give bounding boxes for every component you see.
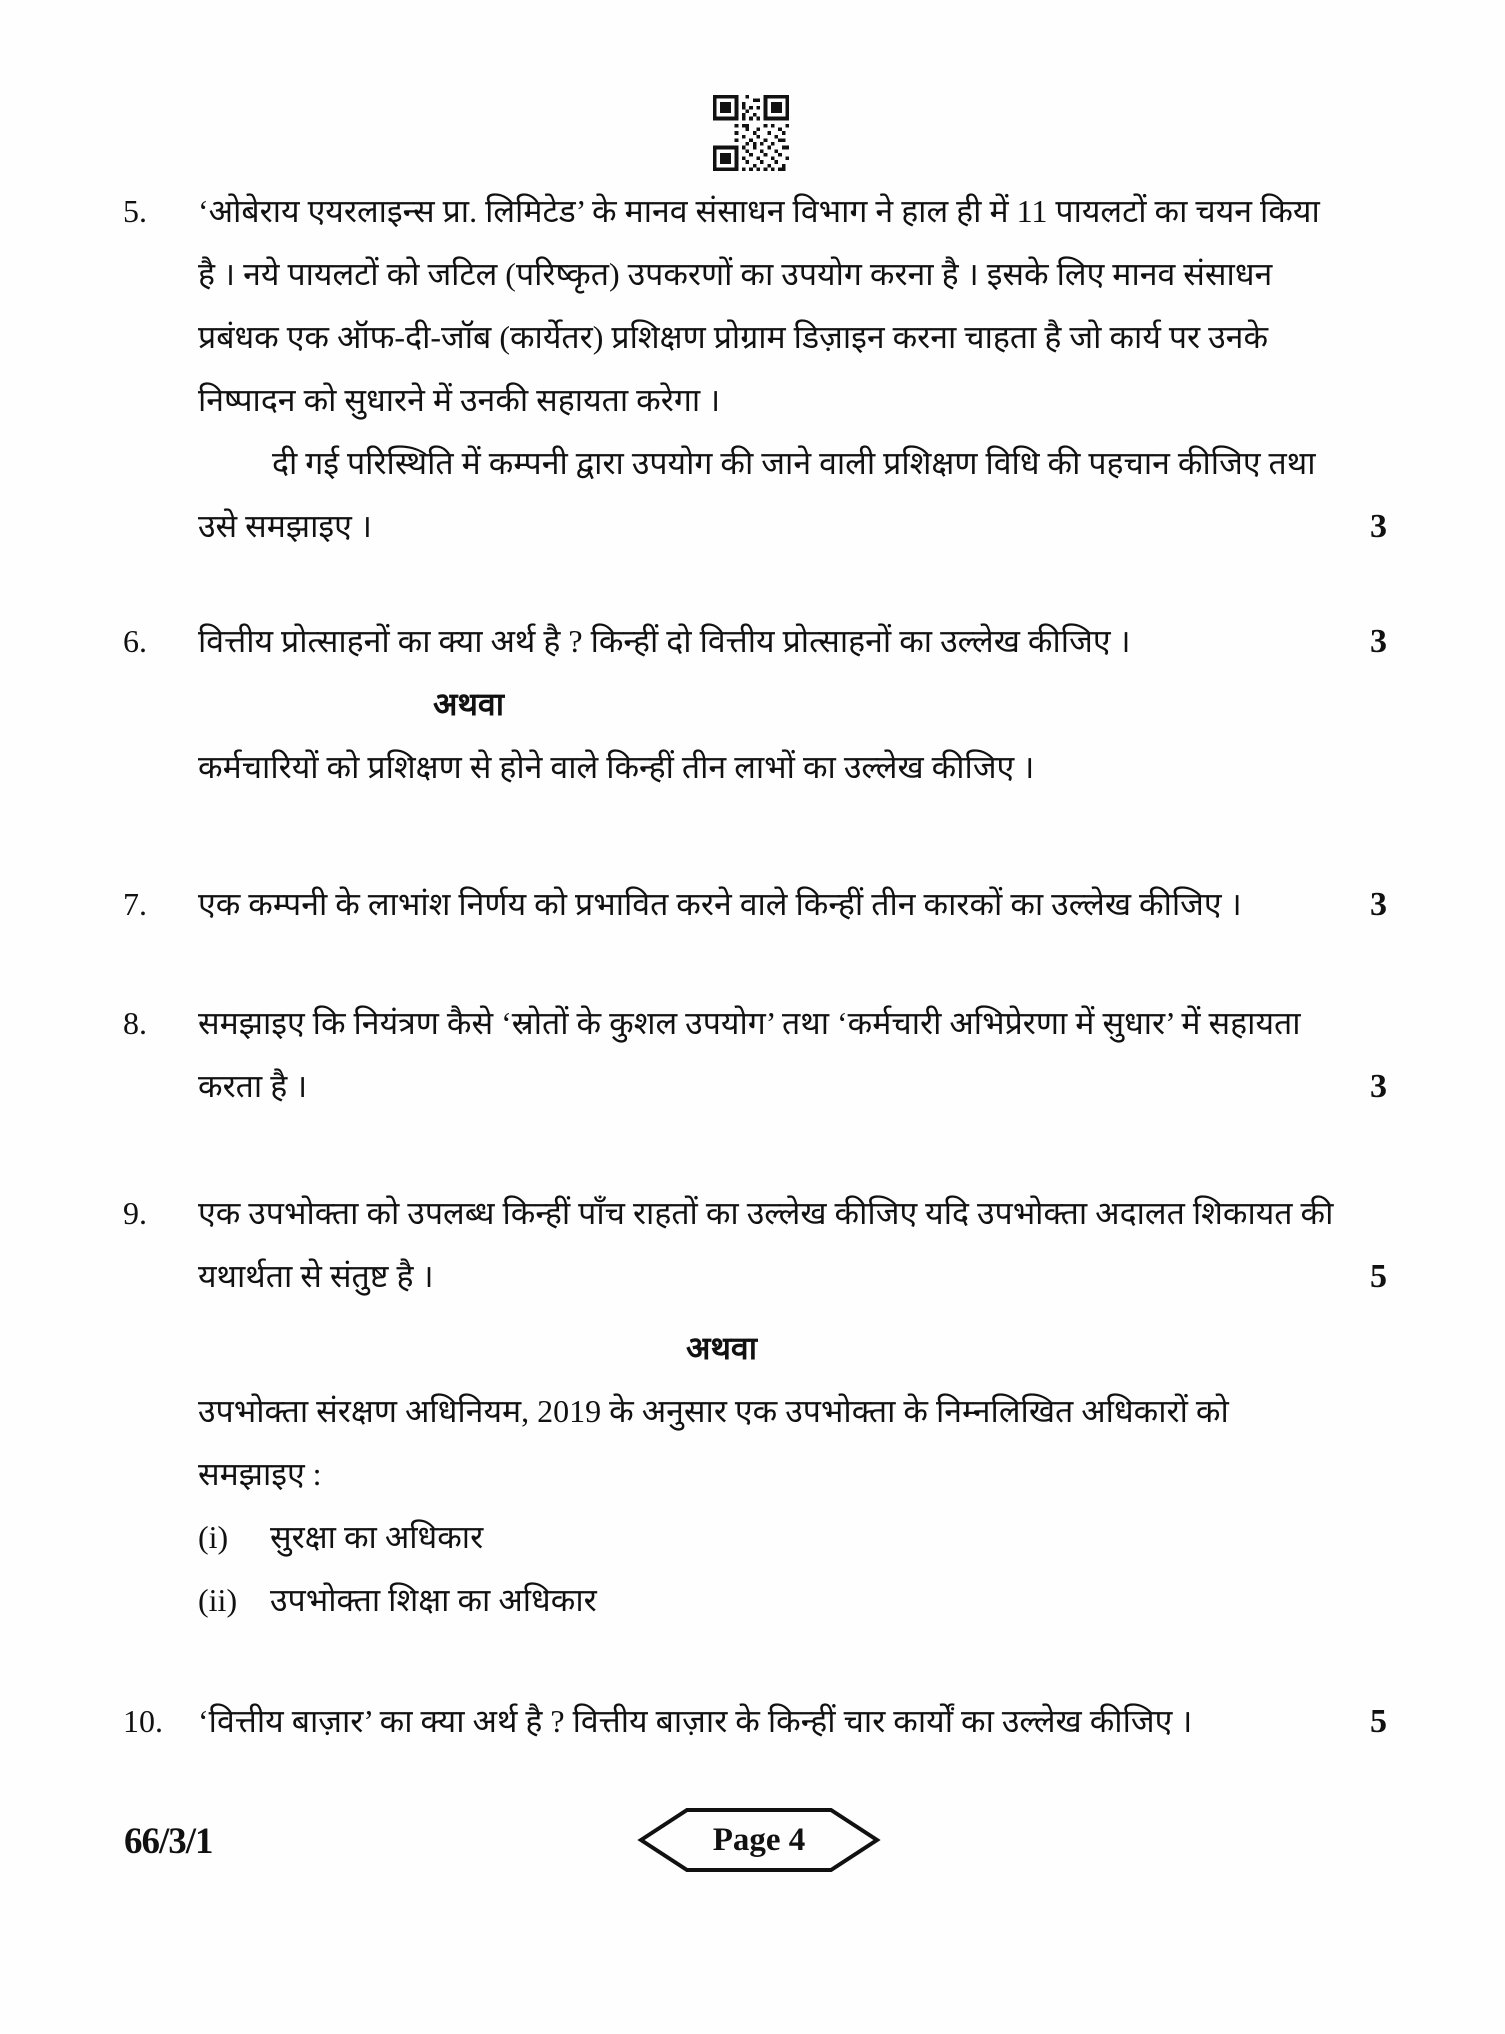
- question-text: है । नये पायलटों को जटिल (परिष्कृत) उपकरणों का उपयोग करना है । इसके लिए मानव संसाधन: [198, 256, 1273, 292]
- question-text: एक कम्पनी के लाभांश निर्णय को प्रभावित करने वाले किन्हीं तीन कारकों का उल्लेख कीजिए ।: [198, 886, 1242, 922]
- question-line: [123, 873, 1387, 936]
- question-text: उपभोक्ता संरक्षण अधिनियम, 2019 के अनुसार एक उपभोक्ता के निम्नलिखित अधिकारों को: [198, 1393, 1229, 1429]
- or-separator: अथवा: [433, 686, 504, 722]
- list-item: [123, 1569, 1387, 1632]
- question-number: 10.: [123, 1703, 163, 1739]
- question-line: [123, 610, 1387, 673]
- list-item-text: सुरक्षा का अधिकार: [270, 1519, 484, 1555]
- question-8: [123, 992, 1387, 1118]
- question-text: समझाइए कि नियंत्रण कैसे ‘स्रोतों के कुशल उपयोग’ तथा ‘कर्मचारी अभिप्रेरणा में सुधार’ में सहायता: [198, 1005, 1301, 1041]
- question-text: करता है ।: [198, 1068, 308, 1104]
- question-line: [123, 432, 1387, 495]
- qr-code: [713, 95, 789, 171]
- marks-value: 5: [1370, 1258, 1387, 1295]
- question-line: [123, 1055, 1387, 1118]
- marks-value: 3: [1370, 1068, 1387, 1105]
- question-line: [123, 736, 1387, 799]
- list-item-text: उपभोक्ता शिक्षा का अधिकार: [270, 1582, 597, 1618]
- question-line: [123, 495, 1387, 558]
- question-number: 5.: [123, 193, 147, 229]
- question-text: ‘ओबेराय एयरलाइन्स प्रा. लिमिटेड’ के मानव संसाधन विभाग ने हाल ही में 11 पायलटों का चयन किया: [198, 193, 1320, 229]
- question-text: उसे समझाइए ।: [198, 508, 372, 544]
- question-line: [123, 992, 1387, 1055]
- question-text: प्रबंधक एक ऑफ-दी-जॉब (कार्येतर) प्रशिक्षण प्रोग्राम डिज़ाइन करना चाहता है जो कार्य पर उनके: [198, 319, 1269, 355]
- list-item-label: (ii): [198, 1582, 238, 1618]
- question-text: ‘वित्तीय बाज़ार’ का क्या अर्थ है ? वित्तीय बाज़ार के किन्हीं चार कार्यों का उल्लेख कीजिए ।: [198, 1703, 1193, 1739]
- marks-value: 5: [1370, 1703, 1387, 1740]
- question-line: [123, 1443, 1387, 1506]
- question-6: [123, 610, 1387, 799]
- question-number: 7.: [123, 886, 147, 922]
- marks-value: 3: [1370, 623, 1387, 660]
- question-line: [123, 1380, 1387, 1443]
- question-text: दी गई परिस्थिति में कम्पनी द्वारा उपयोग की जाने वाली प्रशिक्षण विधि की पहचान कीजिए तथा: [272, 445, 1316, 481]
- page-badge-label: Page 4: [712, 1821, 806, 1858]
- question-7: [123, 873, 1387, 936]
- list-item-label: (i): [198, 1519, 229, 1555]
- question-number: 8.: [123, 1005, 147, 1041]
- question-line: [123, 369, 1387, 432]
- question-text: यथार्थता से संतुष्ट है ।: [198, 1258, 434, 1294]
- question-text: वित्तीय प्रोत्साहनों का क्या अर्थ है ? किन्हीं दो वित्तीय प्रोत्साहनों का उल्लेख कीजिए ।: [198, 623, 1131, 659]
- question-line: [123, 306, 1387, 369]
- question-line: [123, 180, 1387, 243]
- question-text: एक उपभोक्ता को उपलब्ध किन्हीं पाँच राहतों का उल्लेख कीजिए यदि उपभोक्ता अदालत शिकायत की: [198, 1195, 1334, 1231]
- question-text: निष्पादन को सुधारने में उनकी सहायता करेगा ।: [198, 382, 721, 418]
- page-badge-hexagon: [637, 1806, 881, 1874]
- or-separator: अथवा: [686, 1330, 757, 1366]
- question-line: [123, 1245, 1387, 1308]
- marks-value: 3: [1370, 508, 1387, 545]
- question-text: कर्मचारियों को प्रशिक्षण से होने वाले किन्हीं तीन लाभों का उल्लेख कीजिए ।: [198, 749, 1035, 785]
- paper-code: 66/3/1: [124, 1821, 213, 1862]
- marks-value: 3: [1370, 886, 1387, 923]
- question-line: [123, 1182, 1387, 1245]
- question-line: [123, 243, 1387, 306]
- question-text: समझाइए :: [198, 1456, 322, 1492]
- or-separator-row: [123, 673, 1387, 736]
- question-line: [123, 1690, 1387, 1753]
- question-number: 6.: [123, 623, 147, 659]
- list-item: [123, 1506, 1387, 1569]
- question-number: 9.: [123, 1195, 147, 1231]
- question-9: [123, 1182, 1387, 1632]
- question-10: [123, 1690, 1387, 1753]
- question-5: [123, 180, 1387, 558]
- or-separator-row: [123, 1317, 1387, 1380]
